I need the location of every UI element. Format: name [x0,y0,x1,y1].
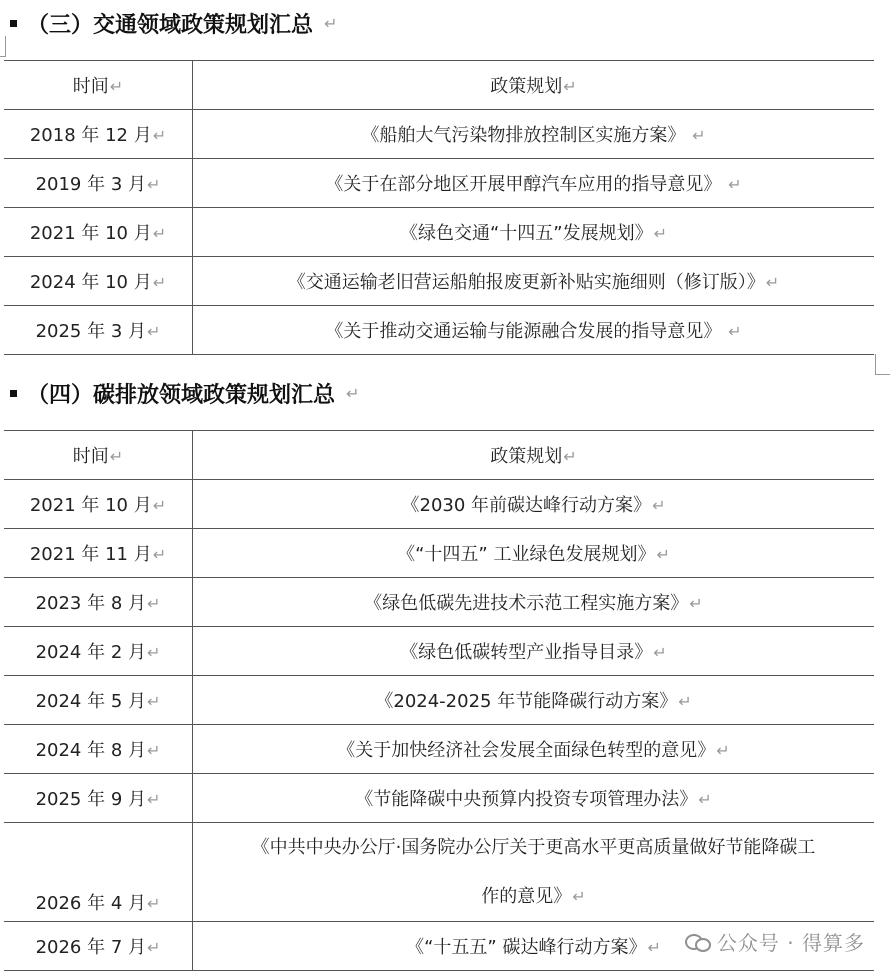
section-3-heading [10,8,337,39]
bullet-icon [10,390,17,397]
row-policy: 《节能降碳中央预算内投资专项管理办法》↵ [193,774,875,823]
row-policy: 《关于推动交通运输与能源融合发展的指导意见》 ↵ [193,306,875,355]
header-time: 时间↵ [4,61,193,110]
table-row [4,159,874,208]
watermark [685,927,865,956]
table-row [4,578,874,627]
transport-policy-table [4,60,874,355]
row-time: 2025 年 3 月↵ [4,306,193,355]
row-policy: 《绿色交通“十四五”发展规划》↵ [193,208,875,257]
paragraph-mark-icon: ↵ [346,384,360,403]
table-row [4,529,874,578]
section-3-title: （三）交通领域政策规划汇总 [27,13,314,38]
row-time: 2024 年 2 月↵ [4,627,193,676]
row-time: 2023 年 8 月↵ [4,578,193,627]
table-row [4,823,874,922]
row-policy: 《关于在部分地区开展甲醇汽车应用的指导意见》 ↵ [193,159,875,208]
row-policy: 《关于加快经济社会发展全面绿色转型的意见》↵ [193,725,875,774]
table-row [4,676,874,725]
section-4-title: （四）碳排放领域政策规划汇总 [27,383,336,408]
row-time: 2025 年 9 月↵ [4,774,193,823]
row-policy: 《“十五五” 碳达峰行动方案》↵ [193,922,875,971]
bullet-icon [10,20,17,27]
row-time: 2024 年 10 月↵ [4,257,193,306]
policy-line-2: 作的意见》↵ [481,886,586,907]
wechat-icon [685,932,711,952]
table-header-row [4,431,874,480]
row-time: 2021 年 10 月↵ [4,480,193,529]
table-row [4,257,874,306]
margin-corner-mark [875,354,890,375]
table-row [4,110,874,159]
row-time: 2021 年 11 月↵ [4,529,193,578]
table-row [4,725,874,774]
row-policy: 《绿色低碳先进技术示范工程实施方案》↵ [193,578,875,627]
table-row [4,774,874,823]
header-policy: 政策规划↵ [193,61,875,110]
paragraph-mark-icon: ↵ [324,14,338,33]
section-4-heading [10,378,359,409]
row-policy: 《“十四五” 工业绿色发展规划》↵ [193,529,875,578]
row-time: 2026 年 7 月↵ [4,922,193,971]
watermark-text: 公众号 · 得算多 [716,931,865,955]
table-row [4,627,874,676]
row-time: 2026 年 4 月↵ [4,823,193,922]
row-time: 2021 年 10 月↵ [4,208,193,257]
margin-corner-mark [0,36,6,57]
row-policy: 《交通运输老旧营运船舶报废更新补贴实施细则（修订版）》↵ [193,257,875,306]
table-row [4,480,874,529]
table-row [4,306,874,355]
row-time: 2019 年 3 月↵ [4,159,193,208]
row-policy: 《2030 年前碳达峰行动方案》↵ [193,480,875,529]
row-time: 2018 年 12 月↵ [4,110,193,159]
header-policy: 政策规划↵ [193,431,875,480]
policy-line-1: 《中共中央办公厅·国务院办公厅关于更高水平更高质量做好节能降碳工 [251,837,816,858]
row-time: 2024 年 5 月↵ [4,676,193,725]
row-policy: 《绿色低碳转型产业指导目录》↵ [193,627,875,676]
row-policy: 《2024-2025 年节能降碳行动方案》↵ [193,676,875,725]
table-row [4,208,874,257]
row-time: 2024 年 8 月↵ [4,725,193,774]
row-policy: 《船舶大气污染物排放控制区实施方案》 ↵ [193,110,875,159]
table-header-row [4,61,874,110]
header-time: 时间↵ [4,431,193,480]
carbon-policy-table [4,430,874,971]
row-policy [193,823,875,922]
